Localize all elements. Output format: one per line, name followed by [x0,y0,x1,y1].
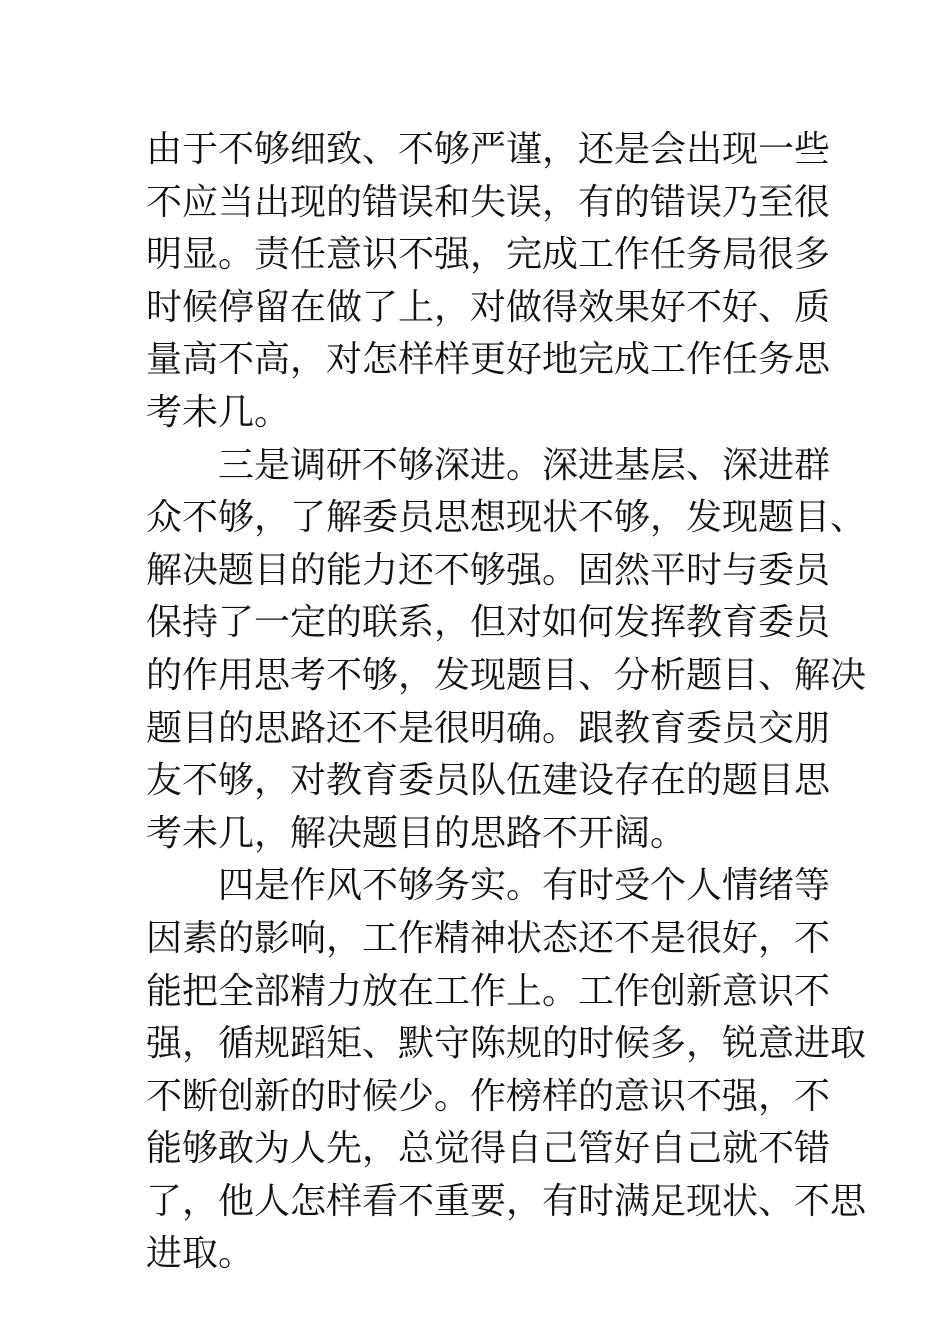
paragraph-line: 明显。责任意识不强，完成工作任务局很多 [146,234,831,276]
paragraph-line: 三是调研不够深进。深进基层、深进群 [218,444,831,486]
paragraph-line: 时候停留在做了上，对做得效果好不好、质 [146,286,831,328]
paragraph-line: 保持了一定的联系，但对如何发挥教育委员 [146,602,831,644]
paragraph-3 [146,860,867,1281]
paragraph-line: 考未几，解决题目的思路不开阔。 [146,812,687,854]
paragraph-2 [146,440,867,861]
paragraph-line: 友不够，对教育委员队伍建设存在的题目思 [146,760,831,802]
paragraph-line: 的作用思考不够，发现题目、分析题目、解决 [146,654,867,696]
paragraph-1 [146,124,831,440]
paragraph-line: 强，循规蹈矩、默守陈规的时候多，锐意进取 [146,1023,867,1065]
paragraph-line: 量高不高，对怎样样更好地完成工作任务思 [146,339,831,381]
paragraph-line: 题目的思路还不是很明确。跟教育委员交朋 [146,707,831,749]
paragraph-line: 了，他人怎样看不重要，有时满足现状、不思 [146,1180,867,1222]
paragraph-line: 四是作风不够务实。有时受个人情绪等 [218,865,831,907]
paragraph-line: 因素的影响，工作精神状态还不是很好，不 [146,917,831,959]
paragraph-line: 能够敢为人先，总觉得自己管好自己就不错 [146,1128,831,1170]
paragraph-line: 众不够，了解委员思想现状不够，发现题目、 [146,497,867,539]
paragraph-line: 能把全部精力放在工作上。工作创新意识不 [146,970,831,1012]
paragraph-line: 不应当出现的错误和失误，有的错误乃至很 [146,181,831,223]
paragraph-line: 由于不够细致、不够严谨，还是会出现一些 [146,129,831,170]
paragraph-line: 考未几。 [146,391,291,433]
paragraph-line: 解决题目的能力还不够强。固然平时与委员 [146,549,831,591]
paragraph-line: 不断创新的时候少。作榜样的意识不强，不 [146,1075,831,1117]
document-body [146,124,867,1281]
paragraph-line: 进取。 [146,1233,255,1275]
